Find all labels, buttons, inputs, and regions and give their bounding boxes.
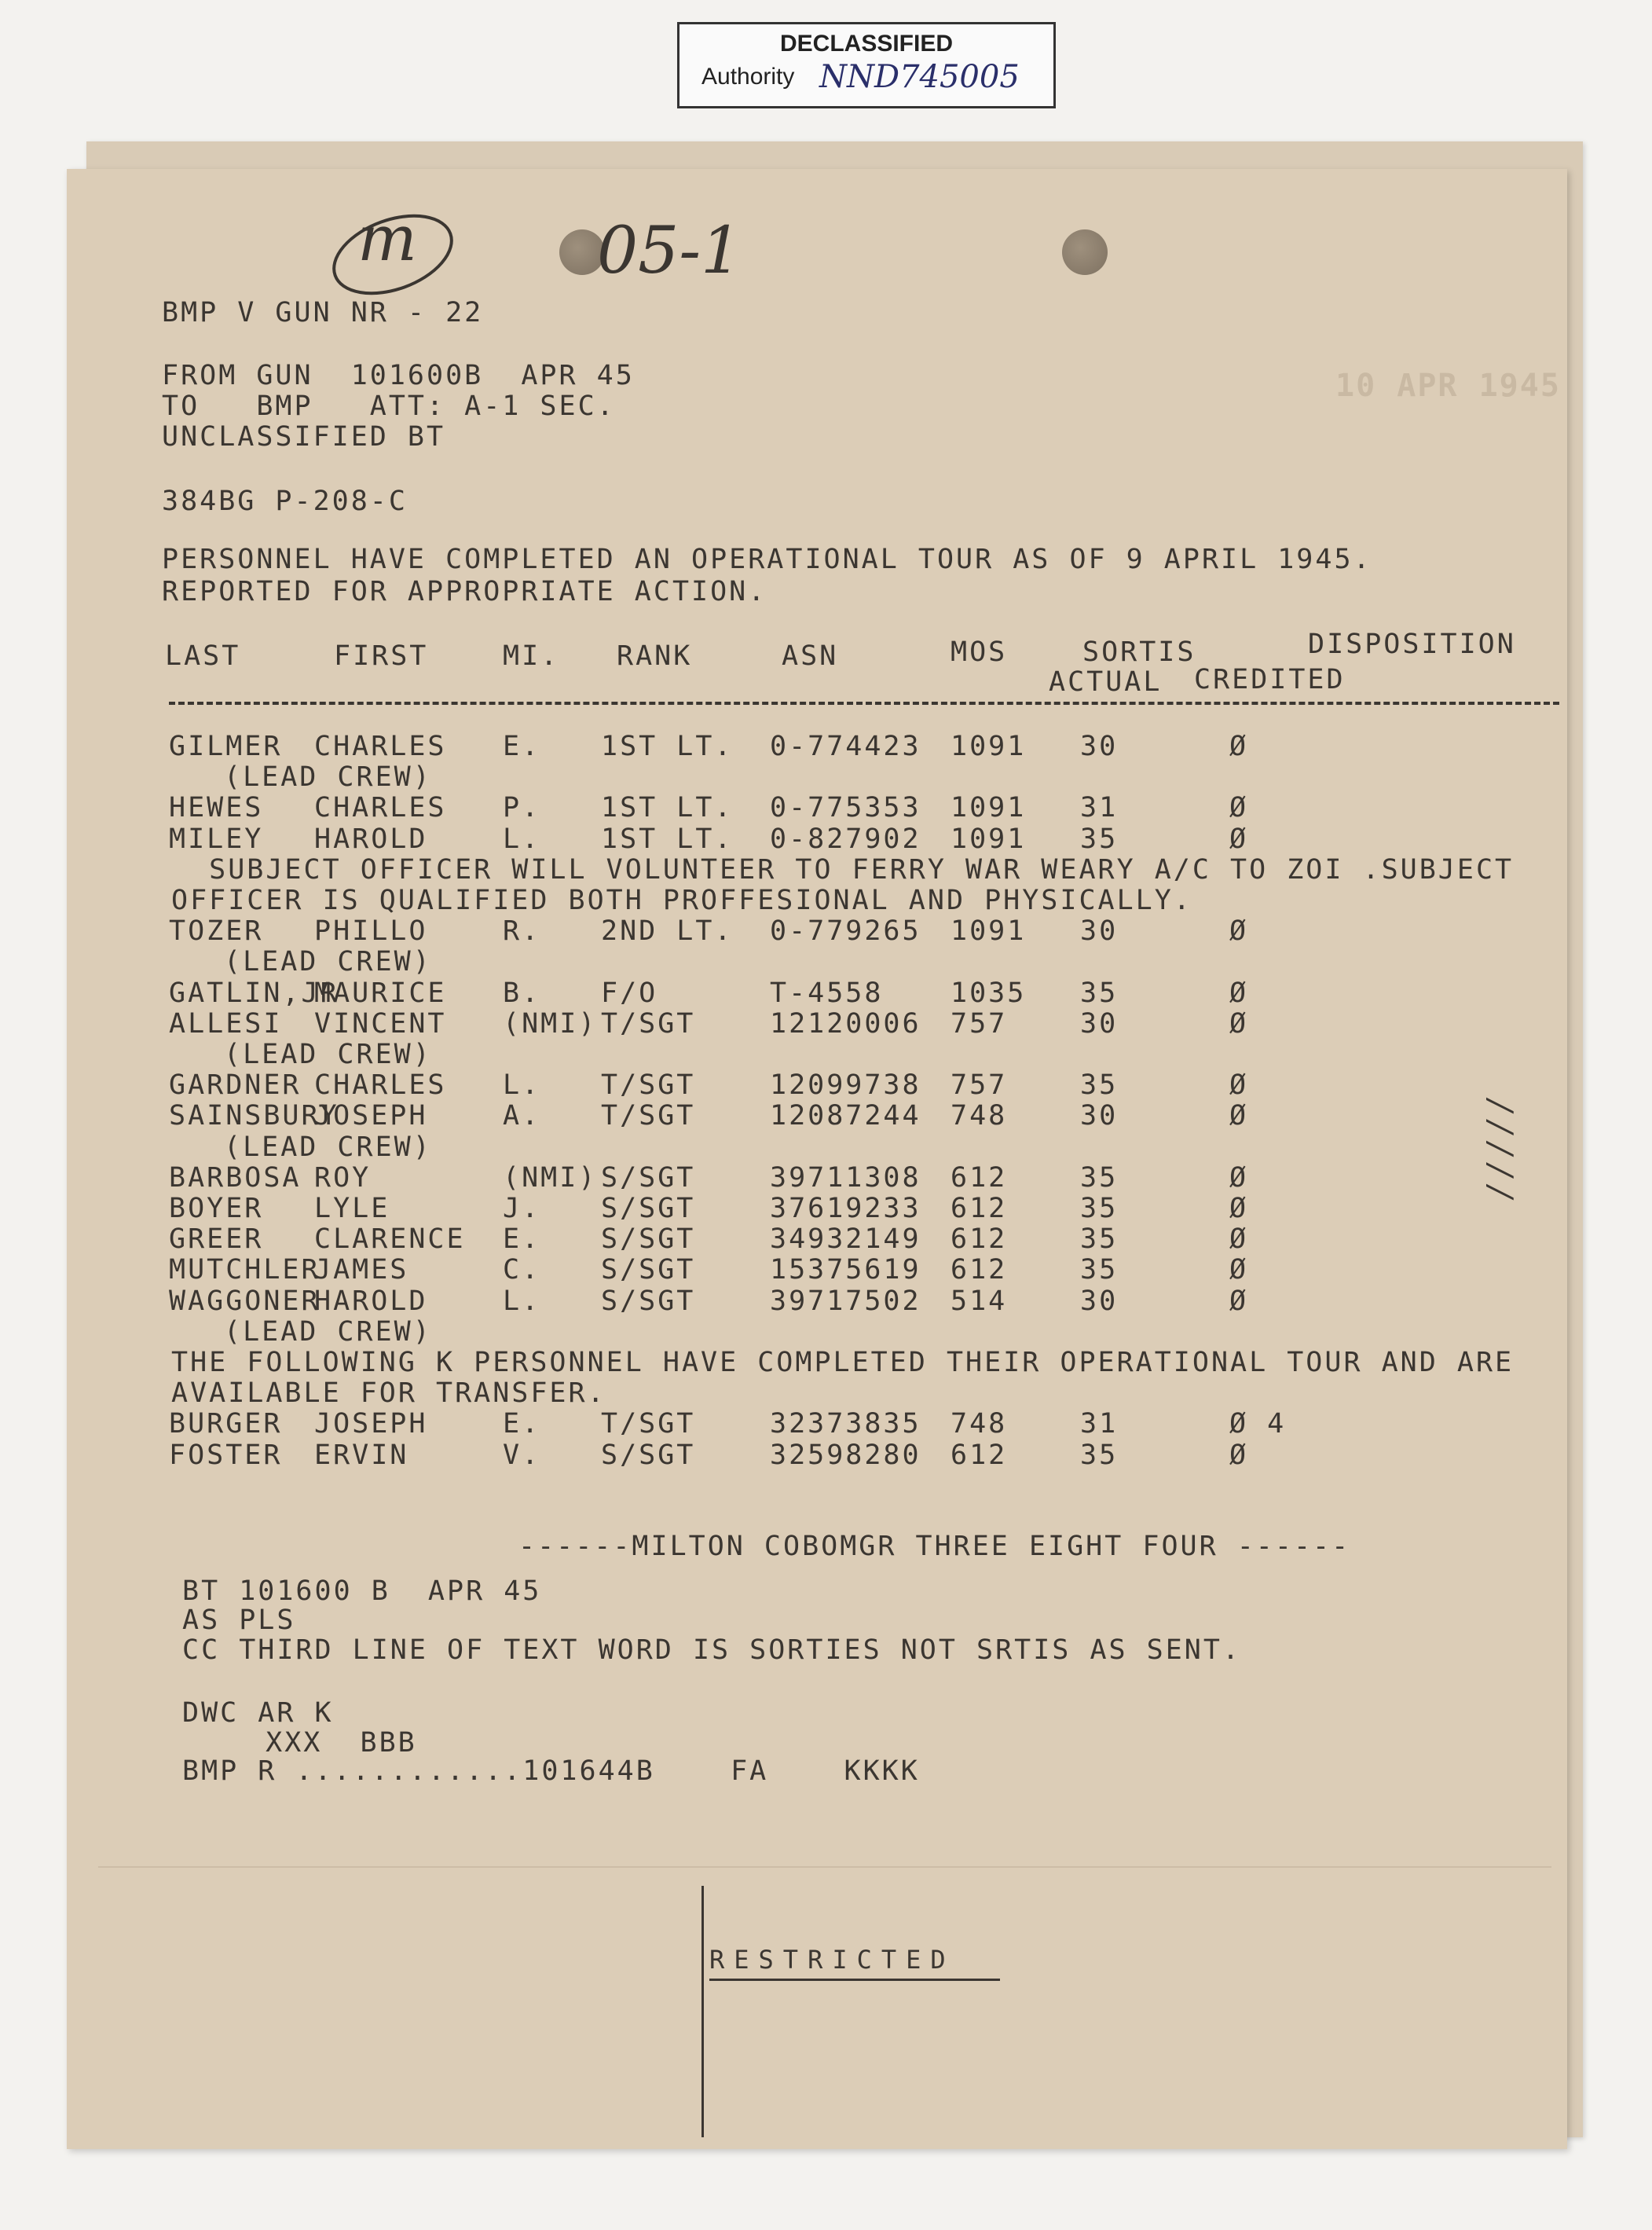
row-note: OFFICER IS QUALIFIED BOTH PROFFESIONAL AND PHYSICALLY. — [171, 885, 1192, 916]
intro-line-2: REPORTED FOR APPROPRIATE ACTION. — [162, 576, 767, 607]
cell-rank: T/SGT — [601, 1069, 696, 1102]
cell-rank: 1ST LT. — [601, 731, 734, 762]
cell-credited: Ø — [1229, 1100, 1249, 1132]
cell-asn: 15375619 — [770, 1254, 921, 1286]
cell-mos: 514 — [951, 1285, 1008, 1317]
col-credited: CREDITED — [1194, 664, 1346, 695]
declassified-stamp — [677, 22, 1056, 108]
col-mi: MI. — [503, 640, 560, 672]
intro-line-1: PERSONNEL HAVE COMPLETED AN OPERATIONAL TOUR AS OF 9 APRIL 1945. — [162, 544, 1372, 575]
cell-mos: 757 — [951, 1069, 1008, 1102]
cell-rank: T/SGT — [601, 1100, 696, 1132]
classification-line: UNCLASSIFIED BT — [162, 421, 446, 453]
cell-credited: Ø — [1229, 1161, 1249, 1194]
xxx-line: XXX BBB — [228, 1727, 417, 1759]
center-divider — [701, 1886, 704, 2137]
cell-rank: S/SGT — [601, 1193, 696, 1224]
cell-actual: 35 — [1080, 823, 1119, 855]
cell-rank: F/O — [601, 977, 658, 1009]
cell-last: GILMER — [169, 731, 283, 762]
page-fold-line — [98, 1866, 1551, 1868]
cell-rank: T/SGT — [601, 1007, 696, 1040]
cell-rank: T/SGT — [601, 1408, 696, 1440]
cell-first: VINCENT — [314, 1007, 447, 1040]
row-note: (LEAD CREW) — [224, 761, 432, 794]
cell-asn: 12087244 — [770, 1100, 921, 1132]
from-line: FROM GUN 101600B APR 45 — [162, 360, 635, 391]
as-pls-line: AS PLS — [182, 1605, 296, 1636]
cell-rank: S/SGT — [601, 1285, 696, 1317]
handwritten-initials — [346, 202, 448, 300]
cell-first: JAMES — [314, 1254, 409, 1286]
cell-actual: 31 — [1080, 1408, 1119, 1440]
cell-mos: 612 — [951, 1254, 1008, 1286]
cell-actual: 30 — [1080, 1100, 1119, 1132]
cell-rank: S/SGT — [601, 1223, 696, 1256]
cell-rank: 2ND LT. — [601, 915, 734, 948]
cell-asn: T-4558 — [770, 977, 884, 1009]
cell-actual: 35 — [1080, 1193, 1119, 1224]
cell-credited: Ø — [1229, 1285, 1249, 1317]
cell-mi: B. — [503, 977, 541, 1009]
cell-last: GREER — [169, 1223, 264, 1256]
cell-credited: Ø — [1229, 1439, 1249, 1471]
col-sortis: SORTIS — [1082, 636, 1196, 668]
cell-last: BURGER — [169, 1408, 283, 1440]
row-note: SUBJECT OFFICER WILL VOLUNTEER TO FERRY WAR WEARY A/C TO ZOI .SUBJECT — [171, 853, 1515, 886]
row-note: AVAILABLE FOR TRANSFER. — [171, 1377, 606, 1410]
message-number: BMP V GUN NR - 22 — [162, 297, 484, 328]
col-rank: RANK — [617, 640, 693, 672]
signature-line: ------MILTON COBOMGR THREE EIGHT FOUR ------ — [518, 1531, 1351, 1562]
handwritten-sidebar-note: / / / / / — [1482, 1100, 1520, 1198]
col-actual: ACTUAL — [1049, 666, 1163, 698]
cell-mos: 612 — [951, 1161, 1008, 1194]
cell-mi: (NMI) — [503, 1161, 598, 1194]
cell-mos: 612 — [951, 1193, 1008, 1224]
stamp-title: DECLASSIFIED — [779, 31, 954, 57]
cell-rank: 1ST LT. — [601, 792, 734, 824]
cell-mos: 1091 — [951, 731, 1027, 762]
cell-actual: 31 — [1080, 792, 1119, 824]
cell-asn: 0-774423 — [770, 731, 921, 762]
cell-rank: S/SGT — [601, 1254, 696, 1286]
row-note: (LEAD CREW) — [224, 1039, 432, 1070]
cell-actual: 30 — [1080, 1285, 1119, 1317]
cell-mos: 612 — [951, 1223, 1008, 1256]
restricted-underline — [709, 1979, 1000, 1981]
bmp-receipt-line: BMP R ............101644B FA KKKK — [182, 1755, 920, 1787]
cell-asn: 0-779265 — [770, 915, 921, 948]
cell-last: GARDNER — [169, 1069, 302, 1102]
cell-credited: Ø — [1229, 1007, 1249, 1040]
cell-first: LYLE — [314, 1193, 390, 1224]
cell-first: JOSEPH — [314, 1100, 428, 1132]
cell-credited: Ø — [1229, 977, 1249, 1009]
handwritten-file-number: 05-1 — [597, 214, 742, 288]
cell-mi: L. — [503, 1285, 541, 1317]
cell-mi: E. — [503, 731, 541, 762]
cell-mi: A. — [503, 1100, 541, 1132]
cell-first: HAROLD — [314, 1285, 428, 1317]
cell-first: CHARLES — [314, 1069, 447, 1102]
cell-actual: 30 — [1080, 1007, 1119, 1040]
cell-mi: P. — [503, 792, 541, 824]
cell-asn: 12120006 — [770, 1007, 921, 1040]
cell-mos: 1091 — [951, 792, 1027, 824]
correction-line: CC THIRD LINE OF TEXT WORD IS SORTIES NOT SRTIS AS SENT. — [182, 1634, 1242, 1666]
bt-line: BT 101600 B APR 45 — [182, 1575, 542, 1607]
cell-last: WAGGONER — [169, 1285, 321, 1317]
cell-asn: 39711308 — [770, 1161, 921, 1194]
cell-first: MAURICE — [314, 977, 447, 1009]
cell-last: BARBOSA — [169, 1161, 302, 1194]
cell-last: ALLESI — [169, 1007, 283, 1040]
col-asn: ASN — [782, 640, 839, 672]
stamp-authority-label: Authority — [701, 64, 795, 90]
cell-asn: 34932149 — [770, 1223, 921, 1256]
cell-asn: 0-775353 — [770, 792, 921, 824]
restricted-marking: RESTRICTED — [709, 1945, 955, 1975]
cell-mos: 757 — [951, 1007, 1008, 1040]
col-disposition: DISPOSITION — [1308, 629, 1516, 660]
row-note: (LEAD CREW) — [224, 1131, 432, 1163]
cell-first: HAROLD — [314, 823, 428, 855]
cell-first: CLARENCE — [314, 1223, 466, 1256]
cell-mos: 1091 — [951, 915, 1027, 948]
row-note: (LEAD CREW) — [224, 946, 432, 978]
cell-credited: Ø — [1229, 1193, 1249, 1224]
received-date-stamp: 10 APR 1945 — [1335, 368, 1561, 404]
cell-mos: 748 — [951, 1408, 1008, 1440]
cell-first: CHARLES — [314, 792, 447, 824]
cell-credited: Ø — [1229, 1069, 1249, 1102]
cell-last: BOYER — [169, 1193, 264, 1224]
cell-mos: 1091 — [951, 823, 1027, 855]
cell-mos: 1035 — [951, 977, 1027, 1009]
cell-rank: S/SGT — [601, 1161, 696, 1194]
cell-last: FOSTER — [169, 1439, 283, 1471]
to-line: TO BMP ATT: A-1 SEC. — [162, 391, 616, 422]
header-rule — [169, 702, 1559, 705]
cell-asn: 32373835 — [770, 1408, 921, 1440]
cell-mos: 612 — [951, 1439, 1008, 1471]
cell-asn: 0-827902 — [770, 823, 921, 855]
cell-asn: 37619233 — [770, 1193, 921, 1224]
col-mos: MOS — [951, 636, 1008, 668]
col-first: FIRST — [334, 640, 429, 672]
cell-mi: J. — [503, 1193, 541, 1224]
handwritten-initials-text: m — [357, 202, 417, 275]
cell-first: ROY — [314, 1161, 372, 1194]
row-note: THE FOLLOWING K PERSONNEL HAVE COMPLETED THEIR OPERATIONAL TOUR AND ARE — [171, 1347, 1515, 1378]
cell-mi: L. — [503, 823, 541, 855]
cell-credited: Ø — [1229, 915, 1249, 948]
punch-hole-right — [1062, 229, 1108, 275]
cell-last: TOZER — [169, 915, 264, 948]
cell-credited: Ø — [1229, 1223, 1249, 1256]
row-note: (LEAD CREW) — [224, 1315, 432, 1348]
cell-last: MILEY — [169, 823, 264, 855]
cell-mi: E. — [503, 1223, 541, 1256]
cell-rank: S/SGT — [601, 1439, 696, 1471]
cell-credited: Ø — [1229, 1254, 1249, 1286]
cell-mi: R. — [503, 915, 541, 948]
cell-first: JOSEPH — [314, 1408, 428, 1440]
cell-mi: L. — [503, 1069, 541, 1102]
cell-first: ERVIN — [314, 1439, 409, 1471]
cell-last: MUTCHLER — [169, 1254, 321, 1286]
col-last: LAST — [165, 640, 241, 672]
cell-rank: 1ST LT. — [601, 823, 734, 855]
cell-actual: 35 — [1080, 1161, 1119, 1194]
cell-actual: 35 — [1080, 1223, 1119, 1256]
cell-last: SAINSBURY — [169, 1100, 339, 1132]
cell-actual: 30 — [1080, 915, 1119, 948]
dwc-line: DWC AR K — [182, 1697, 334, 1729]
cell-asn: 39717502 — [770, 1285, 921, 1317]
cell-credited: Ø — [1229, 823, 1249, 855]
cell-mi: (NMI) — [503, 1007, 598, 1040]
cell-first: PHILLO — [314, 915, 428, 948]
stamp-authority-number: NND745005 — [819, 59, 1020, 95]
reference-line: 384BG P-208-C — [162, 486, 408, 517]
cell-first: CHARLES — [314, 731, 447, 762]
cell-last: GATLIN,JR — [169, 977, 339, 1009]
cell-mi: E. — [503, 1408, 541, 1440]
cell-mi: V. — [503, 1439, 541, 1471]
cell-mi: C. — [503, 1254, 541, 1286]
cell-asn: 32598280 — [770, 1439, 921, 1471]
cell-actual: 35 — [1080, 977, 1119, 1009]
cell-credited: Ø 4 — [1229, 1408, 1287, 1440]
cell-actual: 35 — [1080, 1069, 1119, 1102]
cell-actual: 35 — [1080, 1439, 1119, 1471]
cell-actual: 30 — [1080, 731, 1119, 762]
cell-mos: 748 — [951, 1100, 1008, 1132]
cell-credited: Ø — [1229, 731, 1249, 762]
cell-actual: 35 — [1080, 1254, 1119, 1286]
cell-last: HEWES — [169, 792, 264, 824]
cell-asn: 12099738 — [770, 1069, 921, 1102]
cell-credited: Ø — [1229, 792, 1249, 824]
